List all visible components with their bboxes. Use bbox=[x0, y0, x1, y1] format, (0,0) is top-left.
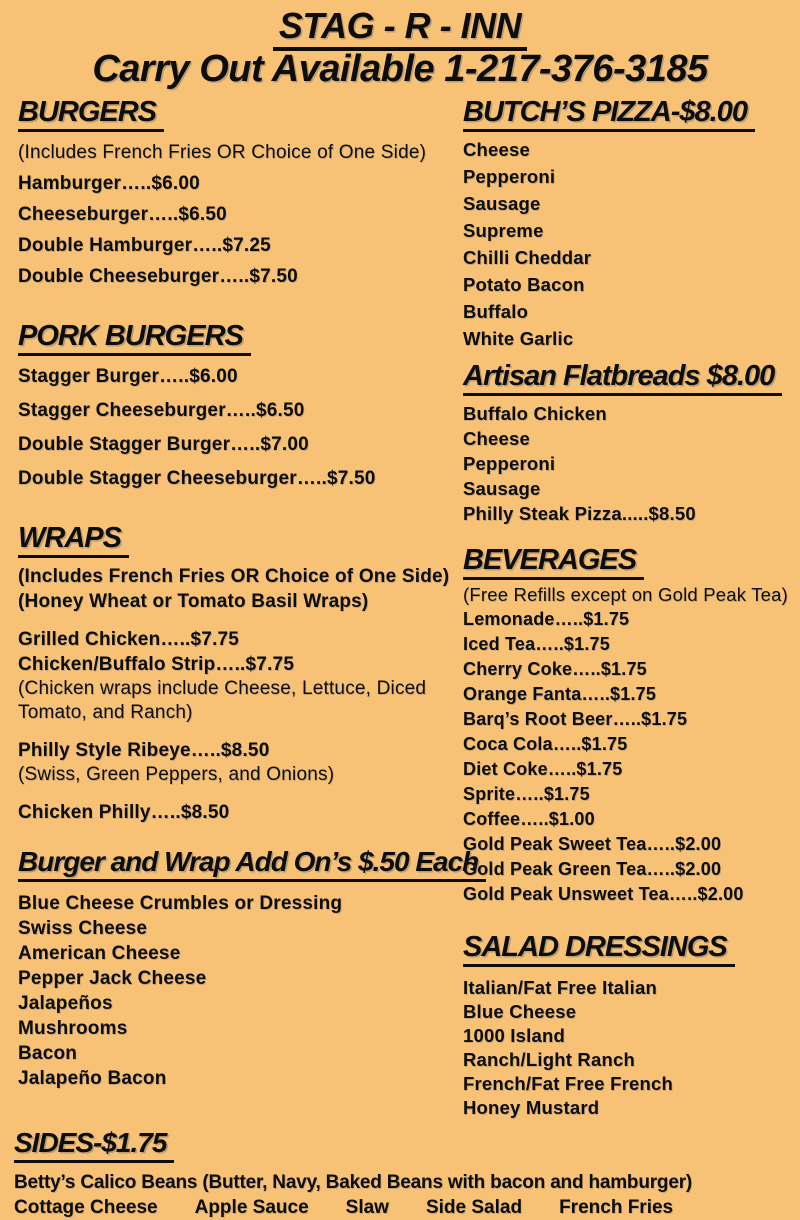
menu-item: White Garlic bbox=[463, 328, 574, 349]
menu-item: Sausage bbox=[463, 193, 541, 214]
section-title-burgers: BURGERS bbox=[18, 96, 164, 132]
menu-item: Ranch/Light Ranch bbox=[463, 1049, 635, 1070]
menu-item: Gold Peak Green Tea…..$2.00 bbox=[463, 859, 722, 879]
menu-item: Grilled Chicken…..$7.75 bbox=[18, 629, 240, 650]
menu-item: Chicken Philly…..$8.50 bbox=[18, 802, 230, 823]
menu-item: Diet Coke…..$1.75 bbox=[463, 759, 623, 779]
section-wraps bbox=[18, 522, 460, 825]
menu-item: Buffalo bbox=[463, 301, 529, 322]
section-title-salad_dressings: SALAD DRESSINGS bbox=[463, 931, 735, 967]
section-addons bbox=[18, 845, 479, 1091]
menu-note: (Honey Wheat or Tomato Basil Wraps) bbox=[18, 591, 369, 612]
menu-item: Buffalo Chicken bbox=[463, 403, 607, 424]
menu-item: Philly Steak Pizza.....$8.50 bbox=[463, 503, 696, 524]
menu-columns bbox=[0, 92, 800, 1120]
menu-item: 1000 Island bbox=[463, 1025, 565, 1046]
menu-item: Pepper Jack Cheese bbox=[18, 968, 207, 989]
sides-beans-line: Betty’s Calico Beans (Butter, Navy, Baked Beans with bacon and hamburger) bbox=[14, 1172, 693, 1193]
right-column bbox=[463, 92, 798, 1120]
menu-note: (Swiss, Green Peppers, and Onions) bbox=[18, 764, 335, 785]
menu-item: Philly Style Ribeye…..$8.50 bbox=[18, 740, 270, 761]
restaurant-name-text: STAG - R - INN bbox=[273, 5, 527, 51]
section-butchs_pizza bbox=[463, 96, 798, 352]
menu-item: French/Fat Free French bbox=[463, 1073, 674, 1094]
menu-item: Pepperoni bbox=[463, 453, 556, 474]
menu-item: Gold Peak Unsweet Tea…..$2.00 bbox=[463, 884, 744, 904]
section-burgers bbox=[18, 96, 460, 292]
menu-item: Iced Tea…..$1.75 bbox=[463, 634, 610, 654]
menu-item: Double Hamburger…..$7.25 bbox=[18, 235, 271, 256]
carryout-phone-line: Carry Out Available 1-217-376-3185 bbox=[92, 48, 708, 90]
menu-item: Jalapeño Bacon bbox=[18, 1068, 167, 1089]
menu-item: Cheese bbox=[463, 139, 531, 160]
menu-note: (Includes French Fries OR Choice of One Side) bbox=[18, 142, 427, 163]
menu-item: Sprite…..$1.75 bbox=[463, 784, 590, 804]
menu-item: Double Cheeseburger…..$7.50 bbox=[18, 266, 298, 287]
menu-item: Supreme bbox=[463, 220, 544, 241]
section-title-beverages: BEVERAGES bbox=[463, 544, 644, 580]
menu-item: Bacon bbox=[18, 1043, 78, 1064]
left-column bbox=[18, 92, 479, 1120]
menu-item: Chicken/Buffalo Strip…..$7.75 bbox=[18, 654, 295, 675]
menu-item: Hamburger…..$6.00 bbox=[18, 173, 200, 194]
section-salad_dressings bbox=[463, 931, 798, 1120]
menu-item: Cheese bbox=[463, 428, 531, 449]
menu-item: Jalapeños bbox=[18, 993, 113, 1014]
menu-item: Italian/Fat Free Italian bbox=[463, 977, 657, 998]
section-title-pork_burgers: PORK BURGERS bbox=[18, 320, 251, 356]
menu-item: Coffee…..$1.00 bbox=[463, 809, 595, 829]
menu-item: Gold Peak Sweet Tea…..$2.00 bbox=[463, 834, 722, 854]
restaurant-name bbox=[0, 6, 800, 46]
side-item: Side Salad bbox=[425, 1197, 523, 1218]
sides-row bbox=[14, 1195, 800, 1220]
menu-item: Swiss Cheese bbox=[18, 918, 148, 939]
menu-item: American Cheese bbox=[18, 943, 181, 964]
menu-header bbox=[0, 0, 800, 92]
menu-item: Stagger Burger…..$6.00 bbox=[18, 366, 238, 387]
section-title-artisan_flatbreads: Artisan Flatbreads $8.00 bbox=[463, 360, 782, 396]
section-title-wraps: WRAPS bbox=[18, 522, 129, 558]
section-pork_burgers bbox=[18, 320, 460, 496]
section-beverages bbox=[463, 544, 798, 907]
menu-item: Stagger Cheeseburger…..$6.50 bbox=[18, 400, 305, 421]
menu-item: Orange Fanta…..$1.75 bbox=[463, 684, 657, 704]
menu-item: Chilli Cheddar bbox=[463, 247, 592, 268]
menu-item: Cheeseburger…..$6.50 bbox=[18, 204, 227, 225]
side-item: Slaw bbox=[345, 1197, 389, 1218]
menu-item: Pepperoni bbox=[463, 166, 556, 187]
menu-note: (Includes French Fries OR Choice of One Side) bbox=[18, 566, 450, 587]
menu-item: Double Stagger Burger…..$7.00 bbox=[18, 434, 309, 455]
menu-item: Double Stagger Cheeseburger…..$7.50 bbox=[18, 468, 376, 489]
sides-section bbox=[0, 1126, 800, 1220]
menu-item: Potato Bacon bbox=[463, 274, 585, 295]
menu-item: Cherry Coke…..$1.75 bbox=[463, 659, 647, 679]
menu-item: Lemonade…..$1.75 bbox=[463, 609, 630, 629]
menu-item: Blue Cheese bbox=[463, 1001, 577, 1022]
side-item: Apple Sauce bbox=[194, 1197, 309, 1218]
menu-item: Mushrooms bbox=[18, 1018, 128, 1039]
side-item: French Fries bbox=[559, 1197, 674, 1218]
menu-note: (Free Refills except on Gold Peak Tea) bbox=[463, 584, 788, 605]
section-title-addons: Burger and Wrap Add On’s $.50 Each bbox=[18, 845, 486, 882]
side-item: Cottage Cheese bbox=[14, 1197, 158, 1218]
section-title-butchs_pizza: BUTCH’S PIZZA-$8.00 bbox=[463, 96, 755, 132]
menu-item: Barq’s Root Beer…..$1.75 bbox=[463, 709, 688, 729]
section-artisan_flatbreads bbox=[463, 360, 798, 526]
menu-item: Coca Cola…..$1.75 bbox=[463, 734, 628, 754]
menu-note: (Chicken wraps include Cheese, Lettuce, Diced Tomato, and Ranch) bbox=[18, 678, 427, 723]
menu-item: Honey Mustard bbox=[463, 1097, 600, 1118]
menu-item: Sausage bbox=[463, 478, 541, 499]
menu-item: Blue Cheese Crumbles or Dressing bbox=[18, 893, 343, 914]
section-title-sides: SIDES-$1.75 bbox=[14, 1126, 174, 1163]
